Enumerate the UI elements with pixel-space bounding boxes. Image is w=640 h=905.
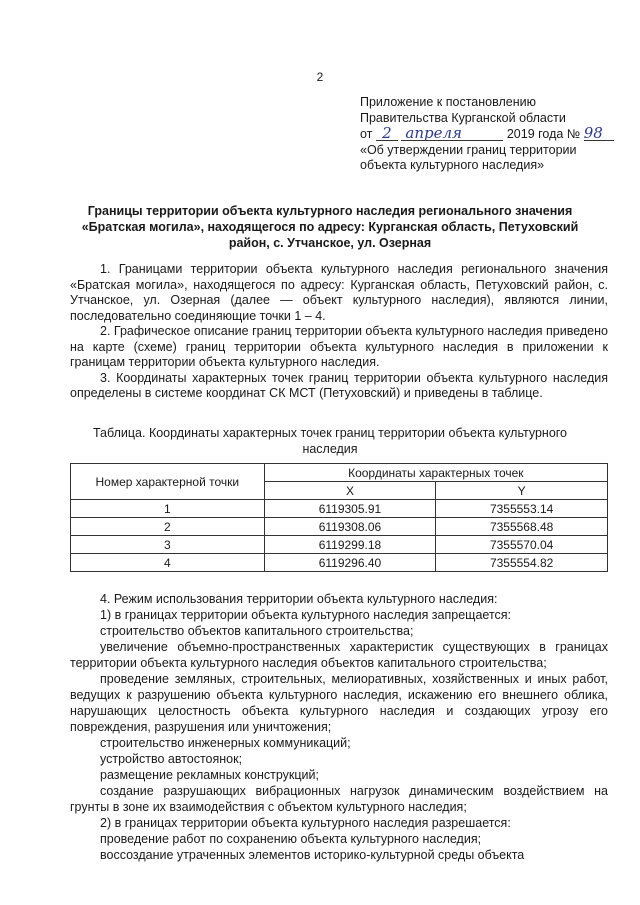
table-row: [71, 518, 608, 536]
cell-x: 6119305.91: [264, 500, 436, 518]
regime-item: воссоздание утраченных элементов историко-культурной среды объекта: [100, 848, 525, 862]
table-caption: Таблица. Координаты характерных точек границ территории объекта культурного наследия: [92, 426, 568, 456]
table-row: [71, 500, 608, 518]
regime-item: увеличение объемно-пространственных характеристик существующих в границах территории объекта культурного наследия объектов капитального строительства;: [70, 640, 608, 670]
appendix-subject-line-2: объекта культурного наследия»: [360, 158, 545, 172]
handwritten-doc-number: 98: [584, 126, 614, 141]
table-row: [71, 554, 608, 572]
regime-item: проведение земляных, строительных, мелиоративных, хозяйственных и иных работ, ведущих к разрушению объекта культурного наследия, искажению его внешнего облика, нарушающих целостность объекта культурного наследия и создающих угрозу его повреждения, разрушения или уничтожения;: [70, 672, 608, 734]
table-header-row: [71, 464, 608, 482]
cell-point-number: 4: [71, 554, 265, 572]
header-point-number: Номер характерной точки: [71, 464, 265, 500]
regime-item: строительство объектов капитального строительства;: [100, 624, 414, 638]
regime-prohibited-heading: 1) в границах территории объекта культурного наследия запрещается:: [100, 608, 512, 622]
appendix-line-1: Приложение к постановлению: [360, 95, 536, 109]
cell-x: 6119296.40: [264, 554, 436, 572]
document-title: Границы территории объекта культурного наследия регионального значения «Братская могила», находящегося по адресу: Курганская область, Петуховский район, с. Утчанское, ул. Озерная: [81, 204, 579, 250]
appendix-date-line: [360, 124, 603, 143]
intro-paragraphs: [70, 262, 608, 402]
appendix-year-text: 2019 года №: [506, 127, 581, 141]
header-coordinates: Координаты характерных точек: [264, 464, 607, 482]
page-number: 2: [316, 70, 324, 84]
handwritten-date-day: 2: [376, 126, 398, 141]
paragraph-3: 3. Координаты характерных точек границ территории объекта культурного наследия определены в системе координат СК МСТ (Петуховский) и приведены в таблице.: [70, 370, 608, 400]
appendix-block: [360, 95, 603, 174]
cell-y: 7355568.48: [436, 518, 608, 536]
cell-x: 6119308.06: [264, 518, 436, 536]
regime-heading: 4. Режим использования территории объекта культурного наследия:: [100, 592, 498, 606]
table-row: [71, 536, 608, 554]
cell-point-number: 3: [71, 536, 265, 554]
regime-item: строительство инженерных коммуникаций;: [100, 736, 351, 750]
regime-permitted-heading: 2) в границах территории объекта культурного наследия разрешается:: [100, 816, 511, 830]
appendix-line-2: Правительства Курганской области: [360, 110, 566, 125]
header-x: X: [264, 482, 436, 500]
paragraph-2: 2. Графическое описание границ территории объекта культурного наследия приведено на карте (схеме) границ территории объекта культурного наследия в приложении к границам территории объекта культурного наследия.: [70, 324, 608, 369]
cell-point-number: 2: [71, 518, 265, 536]
regime-item: размещение рекламных конструкций;: [100, 768, 319, 782]
header-y: Y: [436, 482, 608, 500]
cell-y: 7355553.14: [436, 500, 608, 518]
regime-item: создание разрушающих вибрационных нагрузок динамическим воздействием на грунты в зоне их взаимодействия с объектом культурного наследия;: [70, 784, 608, 814]
paragraph-1: 1. Границами территории объекта культурного наследия регионального значения «Братская могила», находящегося по адресу: Курганская область, Петуховский район, с. Утчанское, ул. Озерная (далее — объект культурного наследия), являются линии, последовательно соединяющие точки 1 – 4.: [70, 262, 608, 323]
handwritten-date-month: апреля: [401, 126, 503, 141]
regime-item: устройство автостоянок;: [100, 752, 243, 766]
cell-y: 7355570.04: [436, 536, 608, 554]
appendix-from-label: от: [360, 127, 373, 141]
usage-regime-section: [70, 591, 608, 863]
coordinates-table: [70, 463, 608, 572]
cell-point-number: 1: [71, 500, 265, 518]
cell-y: 7355554.82: [436, 554, 608, 572]
regime-item: проведение работ по сохранению объекта культурного наследия;: [100, 832, 482, 846]
cell-x: 6119299.18: [264, 536, 436, 554]
appendix-subject-line-1: «Об утверждении границ территории: [360, 142, 577, 157]
